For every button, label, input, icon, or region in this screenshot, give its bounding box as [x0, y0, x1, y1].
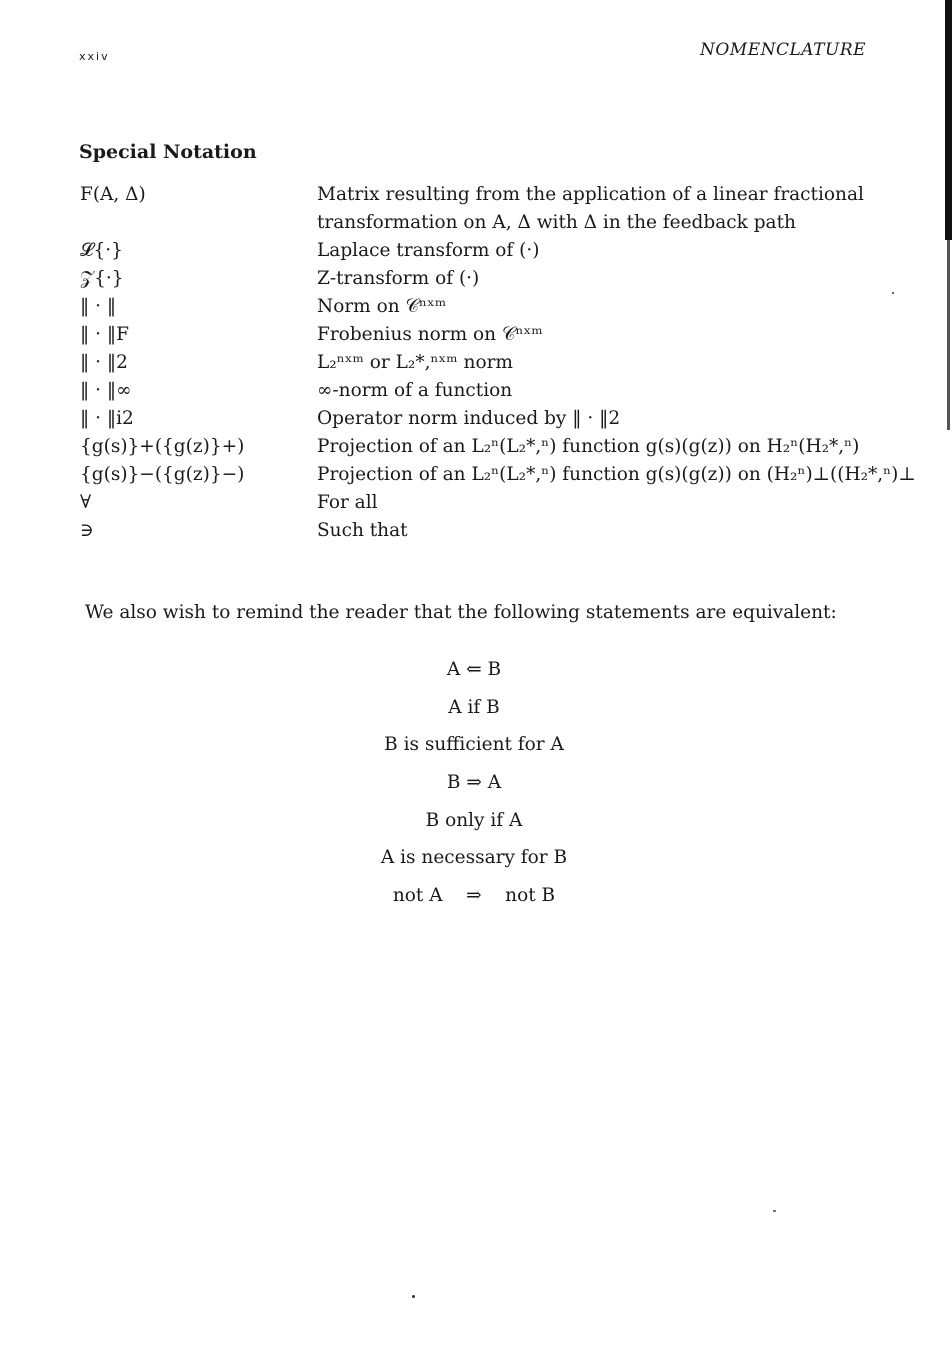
- scan-speck: [412, 1295, 415, 1298]
- running-head: NOMENCLATURE: [700, 40, 867, 60]
- page-edge-shadow: [945, 0, 952, 240]
- notation-description: L₂ⁿˣᵐ or L₂*,ⁿˣᵐ norm: [317, 352, 513, 373]
- notation-description: Norm on 𝒞ⁿˣᵐ: [317, 296, 447, 317]
- notation-symbol: {g(s)}−({g(z)}−): [80, 464, 245, 485]
- notation-row: [80, 349, 930, 377]
- notation-row: [80, 237, 930, 265]
- notation-row: [80, 321, 930, 349]
- scan-speck: [892, 292, 894, 294]
- equivalent-statements: [280, 655, 668, 919]
- notation-table: [80, 181, 930, 545]
- notation-description: Frobenius norm on 𝒞ⁿˣᵐ: [317, 324, 543, 345]
- notation-description: Laplace transform of (·): [317, 240, 540, 261]
- notation-description: Matrix resulting from the application of a linear fractional transformation on A, Δ with Δ in the feedback path: [317, 184, 864, 233]
- statement-line: not A ⇒ not B: [392, 885, 556, 907]
- notation-symbol: {g(s)}+({g(z)}+): [80, 436, 245, 457]
- page-number: xxiv: [79, 50, 110, 63]
- statement-line: B ⇒ A: [446, 772, 502, 794]
- notation-symbol: ‖ · ‖∞: [80, 380, 132, 401]
- statement-line: A ⇐ B: [446, 659, 502, 680]
- section-title: Special Notation: [79, 141, 257, 163]
- notation-description: ∞-norm of a function: [317, 380, 513, 401]
- notation-row: [80, 433, 930, 461]
- notation-symbol: ‖ · ‖: [80, 296, 117, 317]
- notation-row: [80, 265, 930, 293]
- notation-symbol: ‖ · ‖F: [80, 324, 129, 345]
- notation-row: [80, 461, 930, 489]
- notation-symbol: ‖ · ‖i2: [80, 408, 134, 429]
- notation-description: Operator norm induced by ‖ · ‖2: [317, 408, 621, 429]
- notation-symbol: ‖ · ‖2: [80, 352, 128, 373]
- notation-row: [80, 377, 930, 405]
- notation-row: [80, 517, 930, 545]
- notation-row: [80, 489, 930, 517]
- statement-line: B is sufficient for A: [384, 734, 564, 756]
- statement-line: A if B: [448, 696, 500, 718]
- notation-symbol: 𝒵{·}: [80, 268, 124, 289]
- notation-symbol: F(A, Δ): [80, 184, 146, 205]
- notation-symbol: ∋: [80, 520, 94, 541]
- notation-symbol: ∀: [80, 492, 92, 513]
- notation-description: Z-transform of (·): [317, 268, 480, 289]
- intro-paragraph: We also wish to remind the reader that the following statements are equivalent:: [85, 602, 837, 623]
- notation-description: For all: [317, 492, 378, 513]
- page-edge-shadow-lower: [947, 240, 950, 430]
- notation-description: Projection of an L₂ⁿ(L₂*,ⁿ) function g(s)(g(z)) on (H₂ⁿ)⊥((H₂*,ⁿ)⊥: [317, 464, 916, 485]
- notation-description: Such that: [317, 520, 408, 541]
- scan-speck: [773, 1210, 776, 1212]
- statement-line: A is necessary for B: [380, 847, 568, 869]
- notation-row: [80, 181, 930, 237]
- notation-description: Projection of an L₂ⁿ(L₂*,ⁿ) function g(s)(g(z)) on H₂ⁿ(H₂*,ⁿ): [317, 436, 860, 457]
- notation-row: [80, 293, 930, 321]
- notation-symbol: 𝓛{·}: [80, 240, 123, 261]
- notation-row: [80, 405, 930, 433]
- statement-line: B only if A: [425, 809, 523, 831]
